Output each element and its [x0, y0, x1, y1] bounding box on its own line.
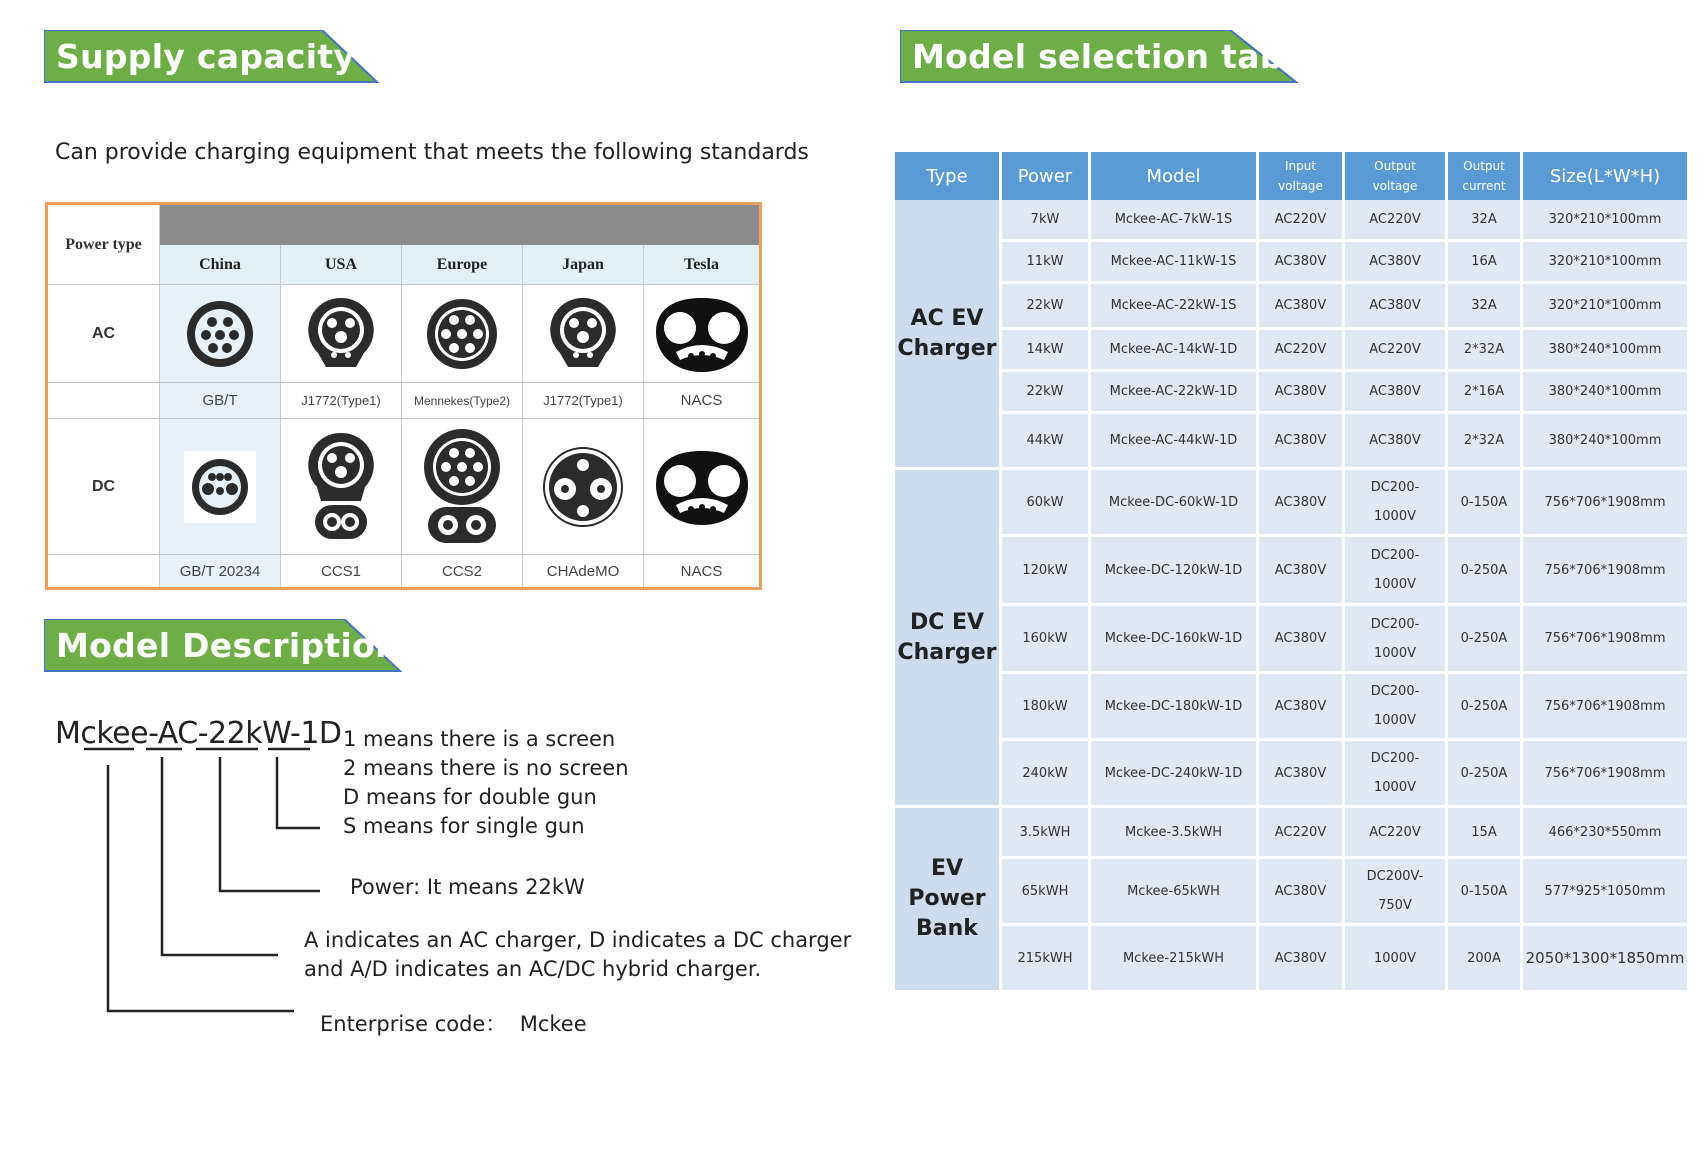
output-voltage-cell: AC380V	[1345, 414, 1445, 470]
col-header-size: Size(L*W*H)	[1523, 152, 1687, 200]
output-current-cell: 0-250A	[1448, 537, 1520, 606]
model-cell: Mckee-AC-44kW-1D	[1091, 414, 1256, 470]
size-cell: 756*706*1908mm	[1523, 606, 1687, 674]
col-header-model: Model	[1091, 152, 1256, 200]
col-header-power: Power	[1002, 152, 1088, 200]
supply-capacity-banner	[44, 30, 379, 84]
country-header-china: China	[160, 245, 281, 285]
table-row	[895, 808, 1687, 859]
standard-label: CHAdeMO	[523, 555, 644, 587]
output-current-cell: 0-250A	[1448, 741, 1520, 808]
chademo-plug-icon	[523, 419, 644, 555]
row-label-dc: DC	[48, 419, 160, 555]
table-row	[895, 926, 1687, 993]
standard-label: CCS1	[281, 555, 402, 587]
power-cell: 160kW	[1002, 606, 1088, 674]
standard-label: J1772(Type1)	[523, 383, 644, 419]
model-cell: Mckee-AC-22kW-1S	[1091, 284, 1256, 330]
output-current-cell: 2*32A	[1448, 414, 1520, 470]
model-cell: Mckee-DC-180kW-1D	[1091, 674, 1256, 741]
size-cell: 380*240*100mm	[1523, 414, 1687, 470]
power-cell: 215kWH	[1002, 926, 1088, 993]
table-row	[895, 859, 1687, 926]
output-voltage-cell: AC380V	[1345, 284, 1445, 330]
output-voltage-cell: AC220V	[1345, 200, 1445, 242]
output-voltage-cell: DC200- 1000V	[1345, 606, 1445, 674]
model-cell: Mckee-AC-11kW-1S	[1091, 242, 1256, 284]
country-header-japan: Japan	[523, 245, 644, 285]
table-row	[895, 284, 1687, 330]
screen-note-2: 2 means there is no screen	[343, 756, 629, 780]
table-row	[895, 606, 1687, 674]
model-description-banner	[44, 619, 402, 673]
model-cell: Mckee-DC-120kW-1D	[1091, 537, 1256, 606]
output-current-cell: 15A	[1448, 808, 1520, 859]
input-voltage-cell: AC380V	[1259, 926, 1342, 993]
enterprise-note: Enterprise code： Mckee	[320, 1012, 587, 1036]
screen-note-4: S means for single gun	[343, 814, 585, 838]
model-cell: Mckee-65kWH	[1091, 859, 1256, 926]
country-header-europe: Europe	[402, 245, 523, 285]
output-current-cell: 0-150A	[1448, 859, 1520, 926]
gbt-ac-plug-icon	[160, 285, 281, 383]
table-row	[895, 200, 1687, 242]
power-cell: 11kW	[1002, 242, 1088, 284]
input-voltage-cell: AC220V	[1259, 200, 1342, 242]
input-voltage-cell: AC380V	[1259, 741, 1342, 808]
ccs2-plug-icon	[402, 419, 523, 555]
table-row	[895, 242, 1687, 284]
output-voltage-cell: DC200- 1000V	[1345, 470, 1445, 537]
type-cell-ac-ev-charger: AC EV Charger	[895, 200, 999, 470]
model-cell: Mckee-DC-240kW-1D	[1091, 741, 1256, 808]
power-cell: 60kW	[1002, 470, 1088, 537]
output-voltage-cell: DC200- 1000V	[1345, 537, 1445, 606]
standard-label: J1772(Type1)	[281, 383, 402, 419]
size-cell: 2050*1300*1850mm	[1523, 926, 1687, 993]
col-header-output-voltage: Output voltage	[1345, 152, 1445, 200]
model-code-example: Mckee-AC-22kW-1D	[55, 716, 342, 751]
model-cell: Mckee-215kWH	[1091, 926, 1256, 993]
output-voltage-cell: AC380V	[1345, 242, 1445, 284]
type-note-line-2: and A/D indicates an AC/DC hybrid charger.	[304, 957, 762, 981]
power-cell: 22kW	[1002, 372, 1088, 414]
table-row	[895, 330, 1687, 372]
size-cell: 320*210*100mm	[1523, 242, 1687, 284]
col-header-output-current: Output current	[1448, 152, 1520, 200]
power-cell: 120kW	[1002, 537, 1088, 606]
size-cell: 380*240*100mm	[1523, 372, 1687, 414]
size-cell: 380*240*100mm	[1523, 330, 1687, 372]
output-voltage-cell: AC220V	[1345, 330, 1445, 372]
ccs1-plug-icon	[281, 419, 402, 555]
row-label-empty	[48, 383, 160, 419]
screen-note-1: 1 means there is a screen	[343, 727, 616, 751]
table-row	[895, 414, 1687, 470]
model-cell: Mckee-AC-22kW-1D	[1091, 372, 1256, 414]
input-voltage-cell: AC380V	[1259, 674, 1342, 741]
power-type-header: Power type	[48, 205, 160, 285]
output-voltage-cell: 1000V	[1345, 926, 1445, 993]
power-cell: 65kWH	[1002, 859, 1088, 926]
charging-standards-table	[45, 202, 762, 590]
table-row	[895, 674, 1687, 741]
model-selection-banner	[900, 30, 1318, 84]
power-cell: 22kW	[1002, 284, 1088, 330]
standard-label: NACS	[680, 562, 723, 580]
output-voltage-cell: DC200V- 750V	[1345, 859, 1445, 926]
size-cell: 756*706*1908mm	[1523, 470, 1687, 537]
size-cell: 756*706*1908mm	[1523, 537, 1687, 606]
nacs-dc-plug-icon	[644, 419, 759, 555]
model-description-title: Model Description	[56, 626, 399, 665]
screen-note-3: D means for double gun	[343, 785, 597, 809]
table-row	[895, 537, 1687, 606]
col-header-type: Type	[895, 152, 999, 200]
input-voltage-cell: AC380V	[1259, 606, 1342, 674]
standard-label: GB/T	[160, 383, 281, 419]
output-current-cell: 0-150A	[1448, 470, 1520, 537]
output-voltage-cell: AC380V	[1345, 372, 1445, 414]
mennekes-type2-plug-icon	[402, 285, 523, 383]
power-note: Power: It means 22kW	[350, 875, 585, 899]
power-cell: 180kW	[1002, 674, 1088, 741]
table-row	[895, 741, 1687, 808]
gbt-dc-plug-icon	[160, 419, 281, 555]
size-cell: 756*706*1908mm	[1523, 674, 1687, 741]
table-header-row	[895, 152, 1687, 200]
output-voltage-cell: DC200- 1000V	[1345, 741, 1445, 808]
size-cell: 466*230*550mm	[1523, 808, 1687, 859]
input-voltage-cell: AC380V	[1259, 537, 1342, 606]
input-voltage-cell: AC380V	[1259, 372, 1342, 414]
output-current-cell: 0-250A	[1448, 674, 1520, 741]
table-row	[895, 372, 1687, 414]
size-cell: 320*210*100mm	[1523, 284, 1687, 330]
power-cell: 14kW	[1002, 330, 1088, 372]
input-voltage-cell: AC380V	[1259, 284, 1342, 330]
output-current-cell: 32A	[1448, 200, 1520, 242]
output-current-cell: 32A	[1448, 284, 1520, 330]
supply-capacity-title: Supply capacity	[56, 37, 356, 76]
input-voltage-cell: AC220V	[1259, 330, 1342, 372]
j1772-type1-japan-plug-icon	[523, 285, 644, 383]
standard-label: NACS	[644, 383, 759, 419]
country-header-tesla: Tesla	[644, 245, 759, 285]
country-header-usa: USA	[281, 245, 402, 285]
size-cell: 577*925*1050mm	[1523, 859, 1687, 926]
power-cell: 44kW	[1002, 414, 1088, 470]
power-cell: 3.5kWH	[1002, 808, 1088, 859]
input-voltage-cell: AC380V	[1259, 414, 1342, 470]
size-cell: 756*706*1908mm	[1523, 741, 1687, 808]
type-note-line-1: A indicates an AC charger, D indicates a DC charger	[304, 928, 852, 952]
size-cell: 320*210*100mm	[1523, 200, 1687, 242]
table-header-bar	[160, 205, 759, 245]
output-current-cell: 2*32A	[1448, 330, 1520, 372]
model-selection-title: Model selection table	[912, 37, 1318, 76]
power-cell: 7kW	[1002, 200, 1088, 242]
model-cell: Mckee-3.5kWH	[1091, 808, 1256, 859]
supply-intro-text: Can provide charging equipment that meets the following standards	[55, 140, 809, 165]
model-cell: Mckee-AC-7kW-1S	[1091, 200, 1256, 242]
row-label-empty	[48, 555, 160, 587]
power-cell: 240kW	[1002, 741, 1088, 808]
nacs-ac-plug-icon	[644, 285, 759, 383]
type-cell-dc-ev-charger: DC EV Charger	[895, 470, 999, 808]
output-current-cell: 200A	[1448, 926, 1520, 993]
output-current-cell: 16A	[1448, 242, 1520, 284]
standard-label: CCS2	[402, 555, 523, 587]
model-cell: Mckee-DC-160kW-1D	[1091, 606, 1256, 674]
input-voltage-cell: AC380V	[1259, 859, 1342, 926]
j1772-type1-plug-icon	[281, 285, 402, 383]
input-voltage-cell: AC380V	[1259, 470, 1342, 537]
standard-label: GB/T 20234	[160, 555, 281, 587]
input-voltage-cell: AC220V	[1259, 808, 1342, 859]
output-current-cell: 2*16A	[1448, 372, 1520, 414]
standard-label: Mennekes(Type2)	[402, 383, 523, 419]
output-voltage-cell: AC220V	[1345, 808, 1445, 859]
output-voltage-cell: DC200- 1000V	[1345, 674, 1445, 741]
model-selection-table	[892, 152, 1690, 993]
row-label-ac: AC	[48, 285, 160, 383]
model-cell: Mckee-AC-14kW-1D	[1091, 330, 1256, 372]
output-current-cell: 0-250A	[1448, 606, 1520, 674]
type-cell-ev-power-bank: EV Power Bank	[895, 808, 999, 993]
model-cell: Mckee-DC-60kW-1D	[1091, 470, 1256, 537]
table-row	[895, 470, 1687, 537]
col-header-input-voltage: Input voltage	[1259, 152, 1342, 200]
input-voltage-cell: AC380V	[1259, 242, 1342, 284]
